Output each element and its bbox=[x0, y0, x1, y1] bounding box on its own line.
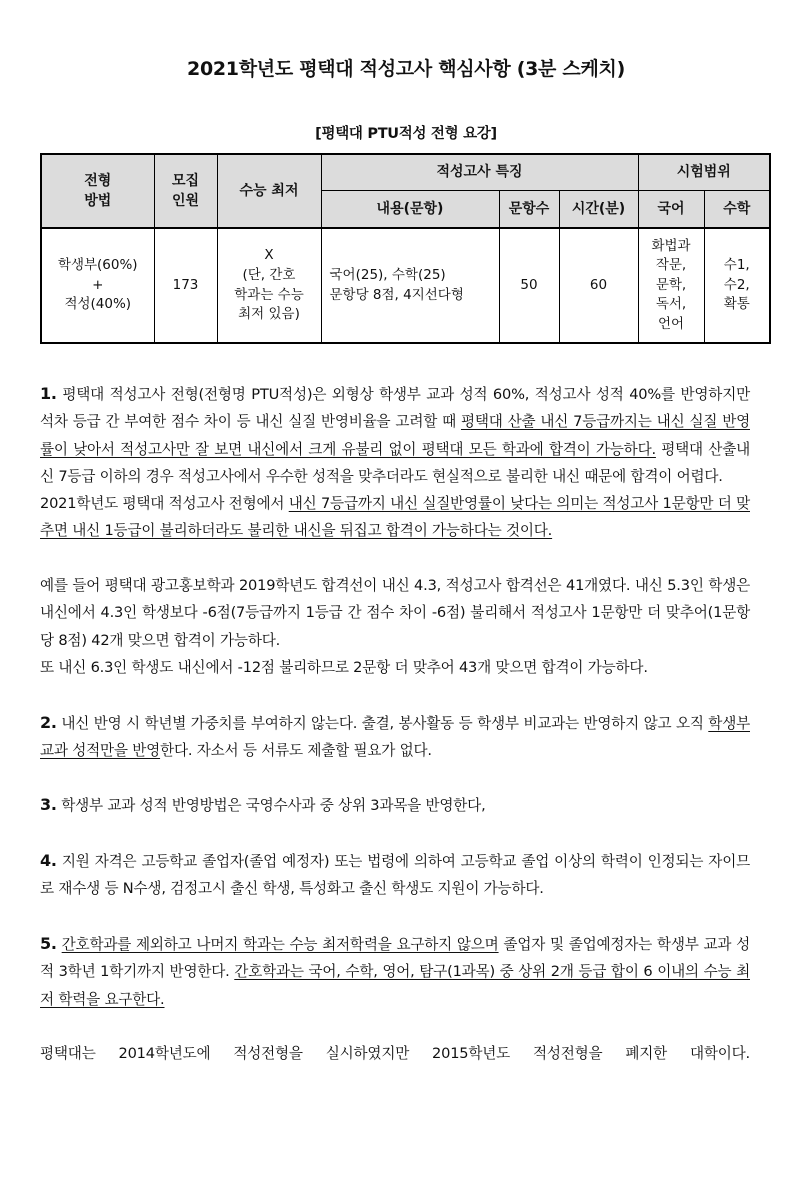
cell-korean-scope: 화법과 작문, 문학, 독서, 언어 bbox=[638, 228, 704, 343]
paragraph-1-continued: 2021학년도 평택대 적성고사 전형에서 내신 7등급까지 내신 실질반영률이 낮다는 의미는 적성고사 1문항만 더 맞추면 내신 1등급이 불리하더라도 불리한 내신을 뒤집고 합격이 가능하다는 것이다. bbox=[40, 495, 750, 540]
header-test-scope: 시험범위 bbox=[638, 154, 770, 191]
cell-csat-minimum: X (단, 간호 학과는 수능 최저 있음) bbox=[217, 228, 321, 343]
header-test-features: 적성고사 특징 bbox=[321, 154, 638, 191]
paragraph-4: 4. 지원 자격은 고등학교 졸업자(졸업 예정자) 또는 법령에 의하여 고등학교 졸업 이상의 학력이 인정되는 자이므로 재수생 등 N수생, 검정고시 출신 학생, 특성화고 출신 학생도 지원이 가능하다. bbox=[40, 851, 750, 898]
cell-content: 국어(25), 수학(25) 문항당 8점, 4지선다형 bbox=[321, 228, 499, 343]
cell-quota: 173 bbox=[154, 228, 217, 343]
header-method: 전형 방법 bbox=[41, 154, 154, 228]
paragraph-1: 1. 평택대 적성고사 전형(전형명 PTU적성)은 외형상 학생부 교과 성적 60%, 적성고사 성적 40%를 반영하지만 석차 등급 간 부여한 점수 차이 등 내신 실질 반영비율을 고려할 때 평택대 산출 내신 7등급까지는 내신 실질 반영률이 낮아서 적성고사만 잘 보면 내신에서 크게 유불리 없이 평택대 모든 학과에 합격이 가능하다. 평택대 산출내신 7등급 이하의 경우 적성고사에서 우수한 성적을 맞추더라도 현실적으로 불리한 내신 때문에 합격이 어렵다. bbox=[40, 384, 750, 485]
cell-math-scope: 수1, 수2, 확통 bbox=[704, 228, 770, 343]
header-math: 수학 bbox=[704, 191, 770, 229]
table-row bbox=[41, 228, 770, 343]
header-quota: 모집 인원 bbox=[154, 154, 217, 228]
page-title: 2021학년도 평택대 적성고사 핵심사항 (3분 스케치) bbox=[187, 58, 625, 80]
closing-paragraph: 평택대는 2014학년도에 적성전형을 실시하였지만 2015학년도 적성전형을 폐지한 대학이다. bbox=[40, 1045, 750, 1063]
body-text bbox=[40, 380, 750, 1067]
admission-requirements-table bbox=[40, 153, 771, 344]
cell-time: 60 bbox=[559, 228, 638, 343]
header-csat-minimum: 수능 최저 bbox=[217, 154, 321, 228]
paragraph-2: 2. 내신 반영 시 학년별 가중치를 부여하지 않는다. 출결, 봉사활동 등 학생부 비교과는 반영하지 않고 오직 학생부 교과 성적만을 반영한다. 자소서 등 서류도 제출할 필요가 없다. bbox=[40, 712, 750, 759]
header-time: 시간(분) bbox=[559, 191, 638, 229]
cell-question-count: 50 bbox=[499, 228, 559, 343]
example-paragraph: 예를 들어 평택대 광고홍보학과 2019학년도 합격선이 내신 4.3, 적성고사 합격선은 41개였다. 내신 5.3인 학생은 내신에서 4.3인 학생보다 -6점(7등급까지 1등급 간 점수 차이 -6점) 불리해서 적성고사 1문항만 더 맞추어(1문항 당 8점) 42개 맞으면 합격이 가능하다. bbox=[40, 577, 750, 649]
header-korean: 국어 bbox=[638, 191, 704, 229]
header-content: 내용(문항) bbox=[321, 191, 499, 229]
table-caption: [평택대 PTU적성 전형 요강] bbox=[315, 126, 497, 142]
paragraph-5: 5. 간호학과를 제외하고 나머지 학과는 수능 최저학력을 요구하지 않으며 졸업자 및 졸업예정자는 학생부 교과 성적 3학년 1학기까지 반영한다. 간호학과는 국어, 수학, 영어, 탐구(1과목) 중 상위 2개 등급 합이 6 이내의 수능 최저 학력을 요구한다. bbox=[40, 933, 750, 1008]
cell-method: 학생부(60%) + 적성(40%) bbox=[41, 228, 154, 343]
paragraph-3: 3. 학생부 교과 성적 반영방법은 국영수사과 중 상위 3과목을 반영한다, bbox=[40, 795, 486, 815]
header-question-count: 문항수 bbox=[499, 191, 559, 229]
example-paragraph-2: 또 내신 6.3인 학생도 내신에서 -12점 불리하므로 2문항 더 맞추어 43개 맞으면 합격이 가능하다. bbox=[40, 658, 648, 676]
